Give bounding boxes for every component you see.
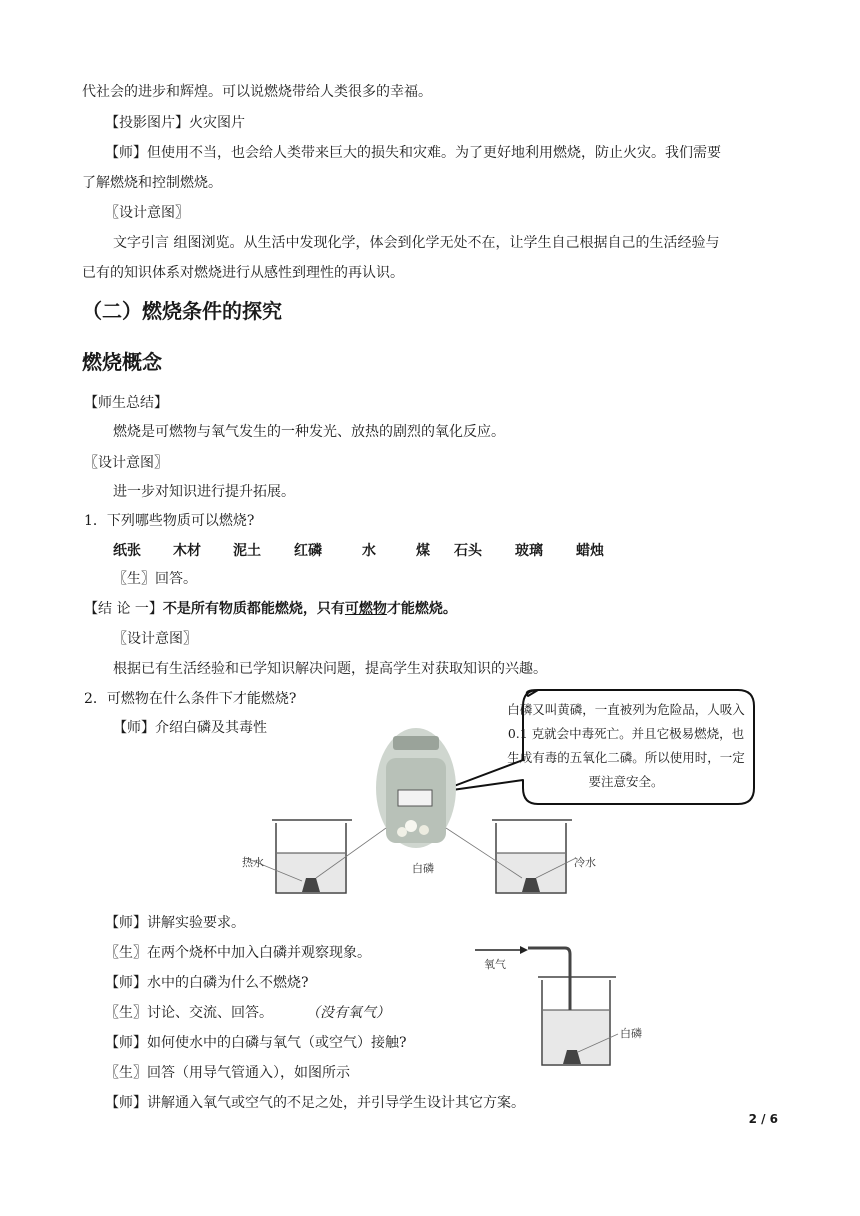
step-note: （没有氧气） xyxy=(313,1005,390,1021)
step-line: 【师】讲解通入氧气或空气的不足之处，并引导学生设计其它方案。 xyxy=(105,1095,525,1111)
material-item: 泥土 xyxy=(233,543,261,559)
paragraph-line: 【投影图片】火灾图片 xyxy=(105,115,245,131)
material-item: 煤 xyxy=(416,543,430,559)
design-intent-text: 进一步对知识进行提升拓展。 xyxy=(113,484,295,500)
step-line xyxy=(105,1003,390,1023)
material-item: 水 xyxy=(362,543,376,559)
subsection-heading: 燃烧概念 xyxy=(82,350,162,374)
step-line: 【师】如何使水中的白磷与氧气（或空气）接触? xyxy=(105,1035,407,1051)
question-1: 1．下列哪些物质可以燃烧? xyxy=(84,513,255,529)
step-line: 【师】讲解实验要求。 xyxy=(105,915,245,931)
label-hot-water: 热水 xyxy=(242,856,264,869)
label-oxygen: 氧气 xyxy=(484,958,506,971)
question-2: 2．可燃物在什么条件下才能燃烧? xyxy=(84,691,297,707)
step-line: 【师】水中的白磷为什么不燃烧? xyxy=(105,975,309,991)
label-cold-water: 冷水 xyxy=(574,856,596,869)
paragraph-line: 已有的知识体系对燃烧进行从感性到理性的再认识。 xyxy=(82,265,404,281)
design-intent-text: 根据已有生活经验和已学知识解决问题，提高学生对获取知识的兴趣。 xyxy=(113,661,547,677)
conclusion-keyword: 可燃物 xyxy=(344,601,387,617)
conclusion-text: 不是所有物质都能燃烧，只有 xyxy=(162,601,345,617)
paragraph-line: 了解燃烧和控制燃烧。 xyxy=(82,175,222,191)
label-white-phosphorus: 白磷 xyxy=(620,1027,642,1040)
design-intent-tag: 〖设计意图〗 xyxy=(84,455,168,471)
page-number: 2 / 6 xyxy=(748,1112,778,1126)
beaker-hot-water xyxy=(246,820,386,893)
material-item: 石头 xyxy=(454,543,482,559)
material-item: 红磷 xyxy=(294,543,322,559)
design-intent-tag: 〖设计意图〗 xyxy=(113,631,197,647)
experiment-figure-1 xyxy=(236,728,606,898)
experiment-figure-2 xyxy=(470,940,670,1070)
conclusion-tag: 【结 论 一】 xyxy=(84,601,163,617)
paragraph-line: 代社会的进步和辉煌。可以说燃烧带给人类很多的幸福。 xyxy=(82,84,432,100)
summary-text: 燃烧是可燃物与氧气发生的一种发光、放热的剧烈的氧化反应。 xyxy=(113,424,505,440)
conclusion-text: 才能燃烧。 xyxy=(386,601,457,617)
conclusion-line xyxy=(84,599,457,619)
material-item: 蜡烛 xyxy=(576,543,604,559)
material-item: 纸张 xyxy=(113,543,141,559)
paragraph-line: 文字引言 组图浏览。从生活中发现化学，体会到化学无处不在，让学生自己根据自己的生活经验与 xyxy=(113,235,720,251)
student-answer: 〖生〗回答。 xyxy=(113,571,197,587)
step-text: 〖生〗讨论、交流、回答。 xyxy=(105,1005,273,1021)
beaker-cold-water xyxy=(446,820,576,893)
material-item: 玻璃 xyxy=(515,543,543,559)
step-line: 〖生〗回答（用导气管通入），如图所示 xyxy=(105,1065,350,1081)
section-heading: （二）燃烧条件的探究 xyxy=(82,299,282,323)
teacher-intro: 【师】介绍白磷及其毒性 xyxy=(113,720,267,736)
material-item: 木材 xyxy=(173,543,201,559)
step-line: 〖生〗在两个烧杯中加入白磷并观察现象。 xyxy=(105,945,371,961)
paragraph-line: 【师】但使用不当，也会给人类带来巨大的损失和灾难。为了更好地利用燃烧，防止火灾。我们需要 xyxy=(105,145,721,161)
label-white-phosphorus: 白磷 xyxy=(412,862,434,875)
design-intent-tag: 〖设计意图〗 xyxy=(105,205,189,221)
summary-tag: 【师生总结】 xyxy=(84,395,168,411)
reagent-jar-image xyxy=(376,728,456,848)
bubble-text: 白磷又叫黄磷，一直被列为危险品，人吸入 0.1 克就会中毒死亡。并且它极易燃烧，也生成有毒的五氧化二磷。所以使用时，一定要注意安全。 xyxy=(507,702,745,789)
